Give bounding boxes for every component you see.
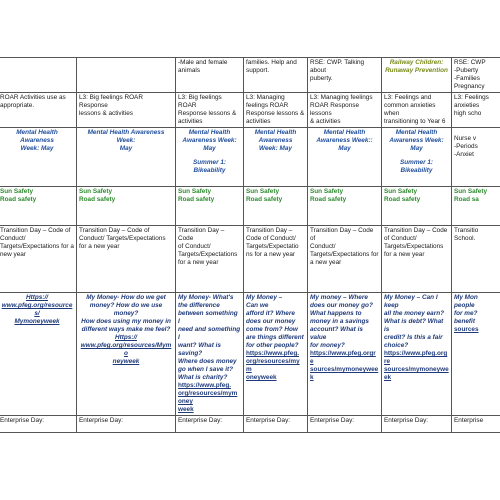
cell-roar: L3: Feelings and common anxieties when transitioning to Year 6 bbox=[382, 93, 452, 128]
cell-my-money: My Money- How do we get money? How do we use money? How does using my money in different ways make me feel? Https:// www.pfeg.org/resources/Mymo neyweek bbox=[77, 293, 176, 416]
cell-transition: Transition Day – Code of Conduct/ Targets/Expectations for a new year bbox=[176, 226, 244, 293]
table-row-my-money bbox=[0, 293, 500, 416]
table-row-roar bbox=[0, 93, 500, 128]
pfeg-link[interactable]: sources bbox=[454, 326, 479, 333]
cell-enterprise: Enterprise bbox=[452, 416, 500, 433]
cell-enterprise: Enterprise Day: bbox=[308, 416, 382, 433]
cell-roar: L3: Big feelings ROAR Response lessons & activities bbox=[77, 93, 176, 128]
pfeg-link[interactable]: https://www.pfeg.orgre sources/mymoneyweek bbox=[384, 350, 449, 381]
cell-families: families. Help and support. bbox=[244, 58, 308, 93]
cell-mental-health: Mental Health Awareness Week: May Summer 1: Bikeability bbox=[176, 128, 244, 187]
table-row-sun-safety bbox=[0, 187, 500, 226]
cell-sun-safety: Sun Safety Road safety bbox=[308, 187, 382, 226]
pshe-curriculum-table bbox=[0, 57, 500, 433]
cell-my-money: My Money – Can I keep all the money earn? What is debt? What is credit? Is this a fair choice? https://www.pfeg.orgre sources/mymoneyweek bbox=[382, 293, 452, 416]
cell-my-money: My money – Where does our money go? What happens to money in a savings account? What is value for money? https://www.pfeg.orgre sources/mymoneyweek bbox=[308, 293, 382, 416]
cell-transition: Transition Day – Code of Conduct/ Targets/Expectations for a new year bbox=[308, 226, 382, 293]
cell-rse-cwp: RSE: CWP -Puberty -Families Pregnancy bbox=[452, 58, 500, 93]
cell-roar: L3: Managing feelings ROAR Response lessons & activities bbox=[308, 93, 382, 128]
cell-mental-health: Mental Health Awareness Week: May Summer 1: Bikeability bbox=[382, 128, 452, 187]
cell-roar: L3: Big feelings ROAR Response lessons & activities bbox=[176, 93, 244, 128]
cell-sun-safety: Sun Safety Road safety bbox=[244, 187, 308, 226]
table-row-enterprise bbox=[0, 416, 500, 433]
bikeability-label: Summer 1: Bikeability bbox=[399, 159, 434, 174]
cell-my-money: My Mon people for me? benefit sources bbox=[452, 293, 500, 416]
cell-mental-health: Mental Health Awareness Week:: May bbox=[308, 128, 382, 187]
pfeg-link[interactable]: https://www.pfeg. org/resources/mymoney week bbox=[178, 382, 238, 413]
cell-my-money: My Money – Can we afford it? Where does our money come from? How are things different for other people? https://www.pfeg. org/resources/mym oneyweek bbox=[244, 293, 308, 416]
pfeg-link[interactable]: Https:// www.pfeg.org/resources/Mymo neyweek bbox=[80, 334, 172, 365]
cell-mental-health: Mental Health Awareness Week: May bbox=[0, 128, 77, 187]
cell-empty bbox=[0, 58, 77, 93]
pfeg-link[interactable]: https://www.pfeg. org/resources/mym oneyweek bbox=[246, 350, 300, 381]
cell-my-money bbox=[0, 293, 77, 416]
cell-rse-puberty: RSE: CWP. Talking about puberty. bbox=[308, 58, 382, 93]
cell-roar: L3: Managing feelings ROAR Response lessons & activities bbox=[244, 93, 308, 128]
cell-sun-safety: Sun Safety Road safety bbox=[382, 187, 452, 226]
table-row-transition bbox=[0, 226, 500, 293]
cell-my-money: My Money- What's the difference between something I need and something I want? What is saving? Where does money go when I save it? What is charity? https://www.pfeg. org/resources/mymoney week bbox=[176, 293, 244, 416]
cell-enterprise: Enterprise Day: bbox=[77, 416, 176, 433]
cell-nurse-visit: Nurse v -Periods -Anxiet bbox=[452, 128, 500, 187]
cell-sun-safety: Sun Safety Road safety bbox=[77, 187, 176, 226]
cell-sun-safety: Sun Safety Road sa bbox=[452, 187, 500, 226]
cell-mental-health: Mental Health Awareness Week: May bbox=[244, 128, 308, 187]
cell-transition: Transition Day – Code of Conduct/ Targets/Expectations for a new year bbox=[382, 226, 452, 293]
table-row-mental-health bbox=[0, 128, 500, 187]
cell-empty bbox=[77, 58, 176, 93]
cell-sun-safety: Sun Safety Road safety bbox=[0, 187, 77, 226]
cell-transition: Transitio School. bbox=[452, 226, 500, 293]
cell-railway-children: Railway Children: Runaway Prevention bbox=[382, 58, 452, 93]
pfeg-link[interactable]: Https:// www.pfeg.org/resources/ Mymoneyweek bbox=[1, 294, 73, 325]
cell-transition: Transition Day – Code of Conduct/ Targets/Expectatio ns for a new year bbox=[244, 226, 308, 293]
bikeability-label: Summer 1: Bikeability bbox=[192, 159, 227, 174]
cell-animals: -Male and female animals bbox=[176, 58, 244, 93]
pfeg-link[interactable]: https://www.pfeg.orgre sources/mymoneyweek bbox=[310, 350, 379, 381]
cell-transition: Transition Day – Code of Conduct/ Targets/Expectations for a new year bbox=[0, 226, 77, 293]
cell-transition: Transition Day – Code of Conduct/ Targets/Expectations for a new year bbox=[77, 226, 176, 293]
cell-enterprise: Enterprise Day: bbox=[382, 416, 452, 433]
table-row-rse-topics bbox=[0, 58, 500, 93]
cell-roar: ROAR Activities use as appropriate. bbox=[0, 93, 77, 128]
cell-roar: L3: Feelings anxieties high scho bbox=[452, 93, 500, 128]
cell-enterprise: Enterprise Day: bbox=[244, 416, 308, 433]
cell-enterprise: Enterprise Day: bbox=[0, 416, 77, 433]
cell-sun-safety: Sun Safety Road safety bbox=[176, 187, 244, 226]
cell-mental-health: Mental Health Awareness Week: May bbox=[77, 128, 176, 187]
cell-enterprise: Enterprise Day: bbox=[176, 416, 244, 433]
